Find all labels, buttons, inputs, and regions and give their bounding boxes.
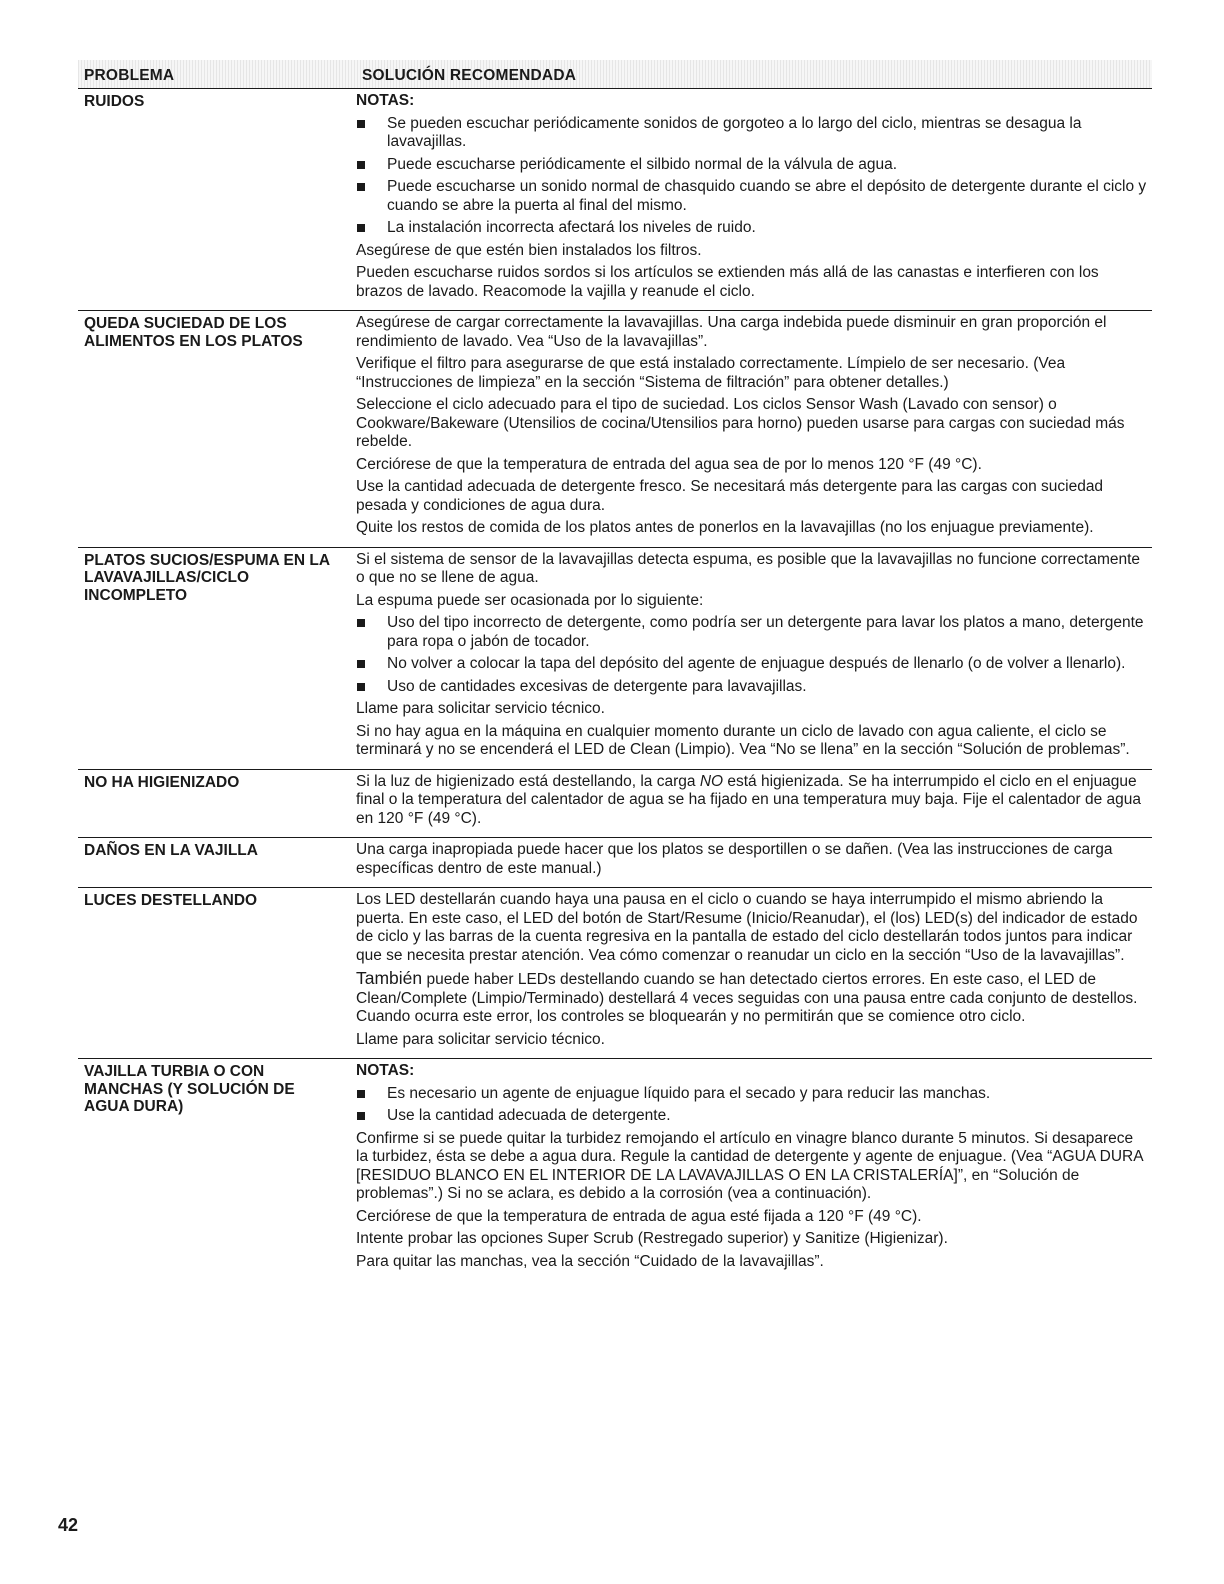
paragraph: Asegúrese de que estén bien instalados los filtros. (356, 241, 702, 259)
paragraph: Intente probar las opciones Super Scrub (Restregado superior) y Sanitize (Higienizar). (356, 1230, 948, 1247)
bullet-list (356, 115, 1148, 238)
problem-label: VAJILLA TURBIA O CON MANCHAS (Y SOLUCIÓN DE AGUA DURA) (84, 1063, 295, 1115)
list-item-text: Uso del tipo incorrecto de detergente, como podría ser un detergente para lavar los platos a mano, detergente para ropa o jabón de tocador. (387, 614, 1144, 650)
list-item-text: Use la cantidad adecuada de detergente. (387, 1107, 671, 1124)
table-row (78, 838, 1152, 888)
paragraph: Los LED destellarán cuando haya una pausa en el ciclo o cuando se haya interrumpido el mismo abriendo la puerta. En este caso, el LED del botón de Start/Resume (Inicio/Reanudar), el (los) LED(s) del indicador de estado de ciclo y las barras de la cuenta regresiva en la pantalla de estado del ciclo destellarán todos juntos para indicar que se necesita prestar atención. Vea cómo comenzar o reanudar un ciclo en la sección “Uso de la lavavajillas”. (356, 891, 1138, 964)
table-row (78, 888, 1152, 1059)
paragraph (356, 969, 1148, 1027)
paragraph: Una carga inapropiada puede hacer que los platos se desportillen o se dañen. (Vea las instrucciones de carga específicas dentro de este manual.) (356, 841, 1113, 877)
list-item (356, 1085, 1148, 1104)
list-item-text: No volver a colocar la tapa del depósito del agente de enjuague después de llenarlo (o de volver a llenarlo). (387, 655, 1126, 672)
solution-cell (350, 891, 1152, 1053)
square-bullet-icon (357, 120, 365, 128)
list-item (356, 614, 1148, 651)
list-item-text: Es necesario un agente de enjuague líquido para el secado y para reducir las manchas. (387, 1084, 991, 1102)
paragraph: Si no hay agua en la máquina en cualquier momento durante un ciclo de lavado con agua caliente, el ciclo se terminará y no se encenderá el LED de Clean (Limpio). Vea “No se llena” en la sección “Solución de problemas”. (356, 722, 1130, 758)
table-row (78, 1059, 1152, 1280)
list-item (356, 178, 1148, 215)
list-item (356, 115, 1148, 152)
paragraph: La espuma puede ser ocasionada por lo siguiente: (356, 591, 704, 609)
solution-cell (350, 841, 1152, 882)
paragraph: Confirme si se puede quitar la turbidez remojando el artículo en vinagre blanco durante 5 minutos. Si desaparece la turbidez, ésta se debe a agua dura. Regule la cantidad de detergente y agente de enjuague. (Vea “AGUA DURA [RESIDUO BLANCO EN EL INTERIOR DE LA LAVAVAJILLAS O EN LA CRISTALERÍA]”, en “Solución de problemas”.) Si no se aclara, es debido a la corrosión (vea a continuación). (356, 1129, 1143, 1202)
paragraph (356, 773, 1148, 829)
list-item-text: Puede escucharse periódicamente el silbido normal de la válvula de agua. (387, 155, 898, 173)
square-bullet-icon (357, 224, 365, 232)
paragraph: Use la cantidad adecuada de detergente fresco. Se necesitará más detergente para las cargas con suciedad pesada y condiciones de agua dura. (356, 478, 1104, 514)
notes-heading: NOTAS: (356, 92, 415, 109)
text-run: También (356, 968, 423, 988)
square-bullet-icon (357, 1112, 365, 1120)
paragraph: Para quitar las manchas, vea la sección “Cuidado de la lavavajillas”. (356, 1252, 824, 1270)
bullet-list (356, 1085, 1148, 1126)
table-row (78, 548, 1152, 770)
table-row (78, 89, 1152, 311)
square-bullet-icon (357, 161, 365, 169)
square-bullet-icon (357, 683, 365, 691)
table-row (78, 770, 1152, 839)
list-item-text: Puede escucharse un sonido normal de chasquido cuando se abre el depósito de detergente durante el ciclo y cuando se abre la puerta al final del mismo. (387, 178, 1147, 214)
paragraph: Seleccione el ciclo adecuado para el tipo de suciedad. Los ciclos Sensor Wash (Lavado con sensor) o Cookware/Bakeware (Utensilios de cocina/Utensilios para horno) pueden usarse para cargas con suciedad más rebelde. (356, 396, 1125, 450)
list-item (356, 219, 1148, 238)
problem-label: QUEDA SUCIEDAD DE LOS ALIMENTOS EN LOS PLATOS (84, 315, 303, 350)
table-header (78, 60, 1152, 89)
paragraph: Quite los restos de comida de los platos antes de ponerlos en la lavavajillas (no los enjuague previamente). (356, 519, 1094, 536)
paragraph: Asegúrese de cargar correctamente la lavavajillas. Una carga indebida puede disminuir en gran proporción el rendimiento de lavado. Vea “Uso de la lavavajillas”. (356, 314, 1107, 350)
square-bullet-icon (357, 1090, 365, 1098)
page-number: 42 (58, 1515, 79, 1535)
paragraph: Pueden escucharse ruidos sordos si los artículos se extienden más allá de las canastas e interfieren con los brazos de lavado. Reacomode la vajilla y reanude el ciclo. (356, 264, 1099, 300)
solution-cell (350, 551, 1152, 764)
paragraph: Si el sistema de sensor de la lavavajillas detecta espuma, es posible que la lavavajillas no funcione correctamente o que no se llene de agua. (356, 550, 1141, 586)
list-item (356, 1107, 1148, 1126)
list-item (356, 678, 1148, 697)
paragraph: Cerciórese de que la temperatura de entrada de agua esté fijada a 120 °F (49 °C). (356, 1207, 922, 1225)
problem-label: RUIDOS (84, 93, 145, 110)
solution-cell (350, 92, 1152, 305)
solution-cell (350, 773, 1152, 833)
solution-cell (350, 314, 1152, 542)
list-item (356, 655, 1148, 674)
problem-label: LUCES DESTELLANDO (84, 892, 258, 909)
square-bullet-icon (357, 619, 365, 627)
problem-label: PLATOS SUCIOS/ESPUMA EN LA LAVAVAJILLAS/CICLO INCOMPLETO (84, 551, 330, 604)
bullet-list (356, 614, 1148, 696)
text-run: está higienizada. Se ha interrumpido el ciclo en el enjuague final o la temperatura del calentador de agua se ha fijado en una temperatura muy baja. Fije el calentador de agua en 120 °F (49 °C). (356, 772, 1141, 827)
troubleshooting-table (78, 60, 1152, 1280)
text-run: puede haber LEDs destellando cuando se han detectado ciertos errores. En este caso, el LED de Clean/Complete (Limpio/Terminado) destellará 4 veces seguidas con una pausa entre cada conjunto de destellos. Cuando ocurra este error, los controles se bloquearán y no permitirán que se comience otro ciclo. (356, 971, 1138, 1025)
list-item-text: La instalación incorrecta afectará los niveles de ruido. (387, 219, 756, 236)
paragraph: Cerciórese de que la temperatura de entrada del agua sea de por lo menos 120 °F (49 °C). (356, 455, 982, 473)
solution-cell (350, 1062, 1152, 1275)
emphasis-text: NO (699, 772, 724, 790)
text-run: Si la luz de higienizado está destellando, la carga (356, 772, 700, 790)
header-problem: PROBLEMA (84, 67, 175, 84)
square-bullet-icon (357, 660, 365, 668)
list-item (356, 156, 1148, 175)
square-bullet-icon (357, 183, 365, 191)
table-row (78, 311, 1152, 548)
list-item-text: Uso de cantidades excesivas de detergente para lavavajillas. (387, 677, 807, 695)
notes-heading: NOTAS: (356, 1062, 415, 1079)
header-solution: SOLUCIÓN RECOMENDADA (362, 67, 577, 84)
paragraph: Llame para solicitar servicio técnico. (356, 700, 605, 717)
problem-label: NO HA HIGIENIZADO (84, 773, 240, 791)
paragraph: Llame para solicitar servicio técnico. (356, 1030, 605, 1048)
problem-label: DAÑOS EN LA VAJILLA (84, 842, 258, 859)
list-item-text: Se pueden escuchar periódicamente sonidos de gorgoteo a lo largo del ciclo, mientras se desagua la lavavajillas. (387, 114, 1082, 150)
paragraph: Verifique el filtro para asegurarse de que está instalado correctamente. Límpielo de ser necesario. (Vea “Instrucciones de limpieza” en la sección “Sistema de filtración” para obtener detalles.) (356, 355, 1066, 391)
